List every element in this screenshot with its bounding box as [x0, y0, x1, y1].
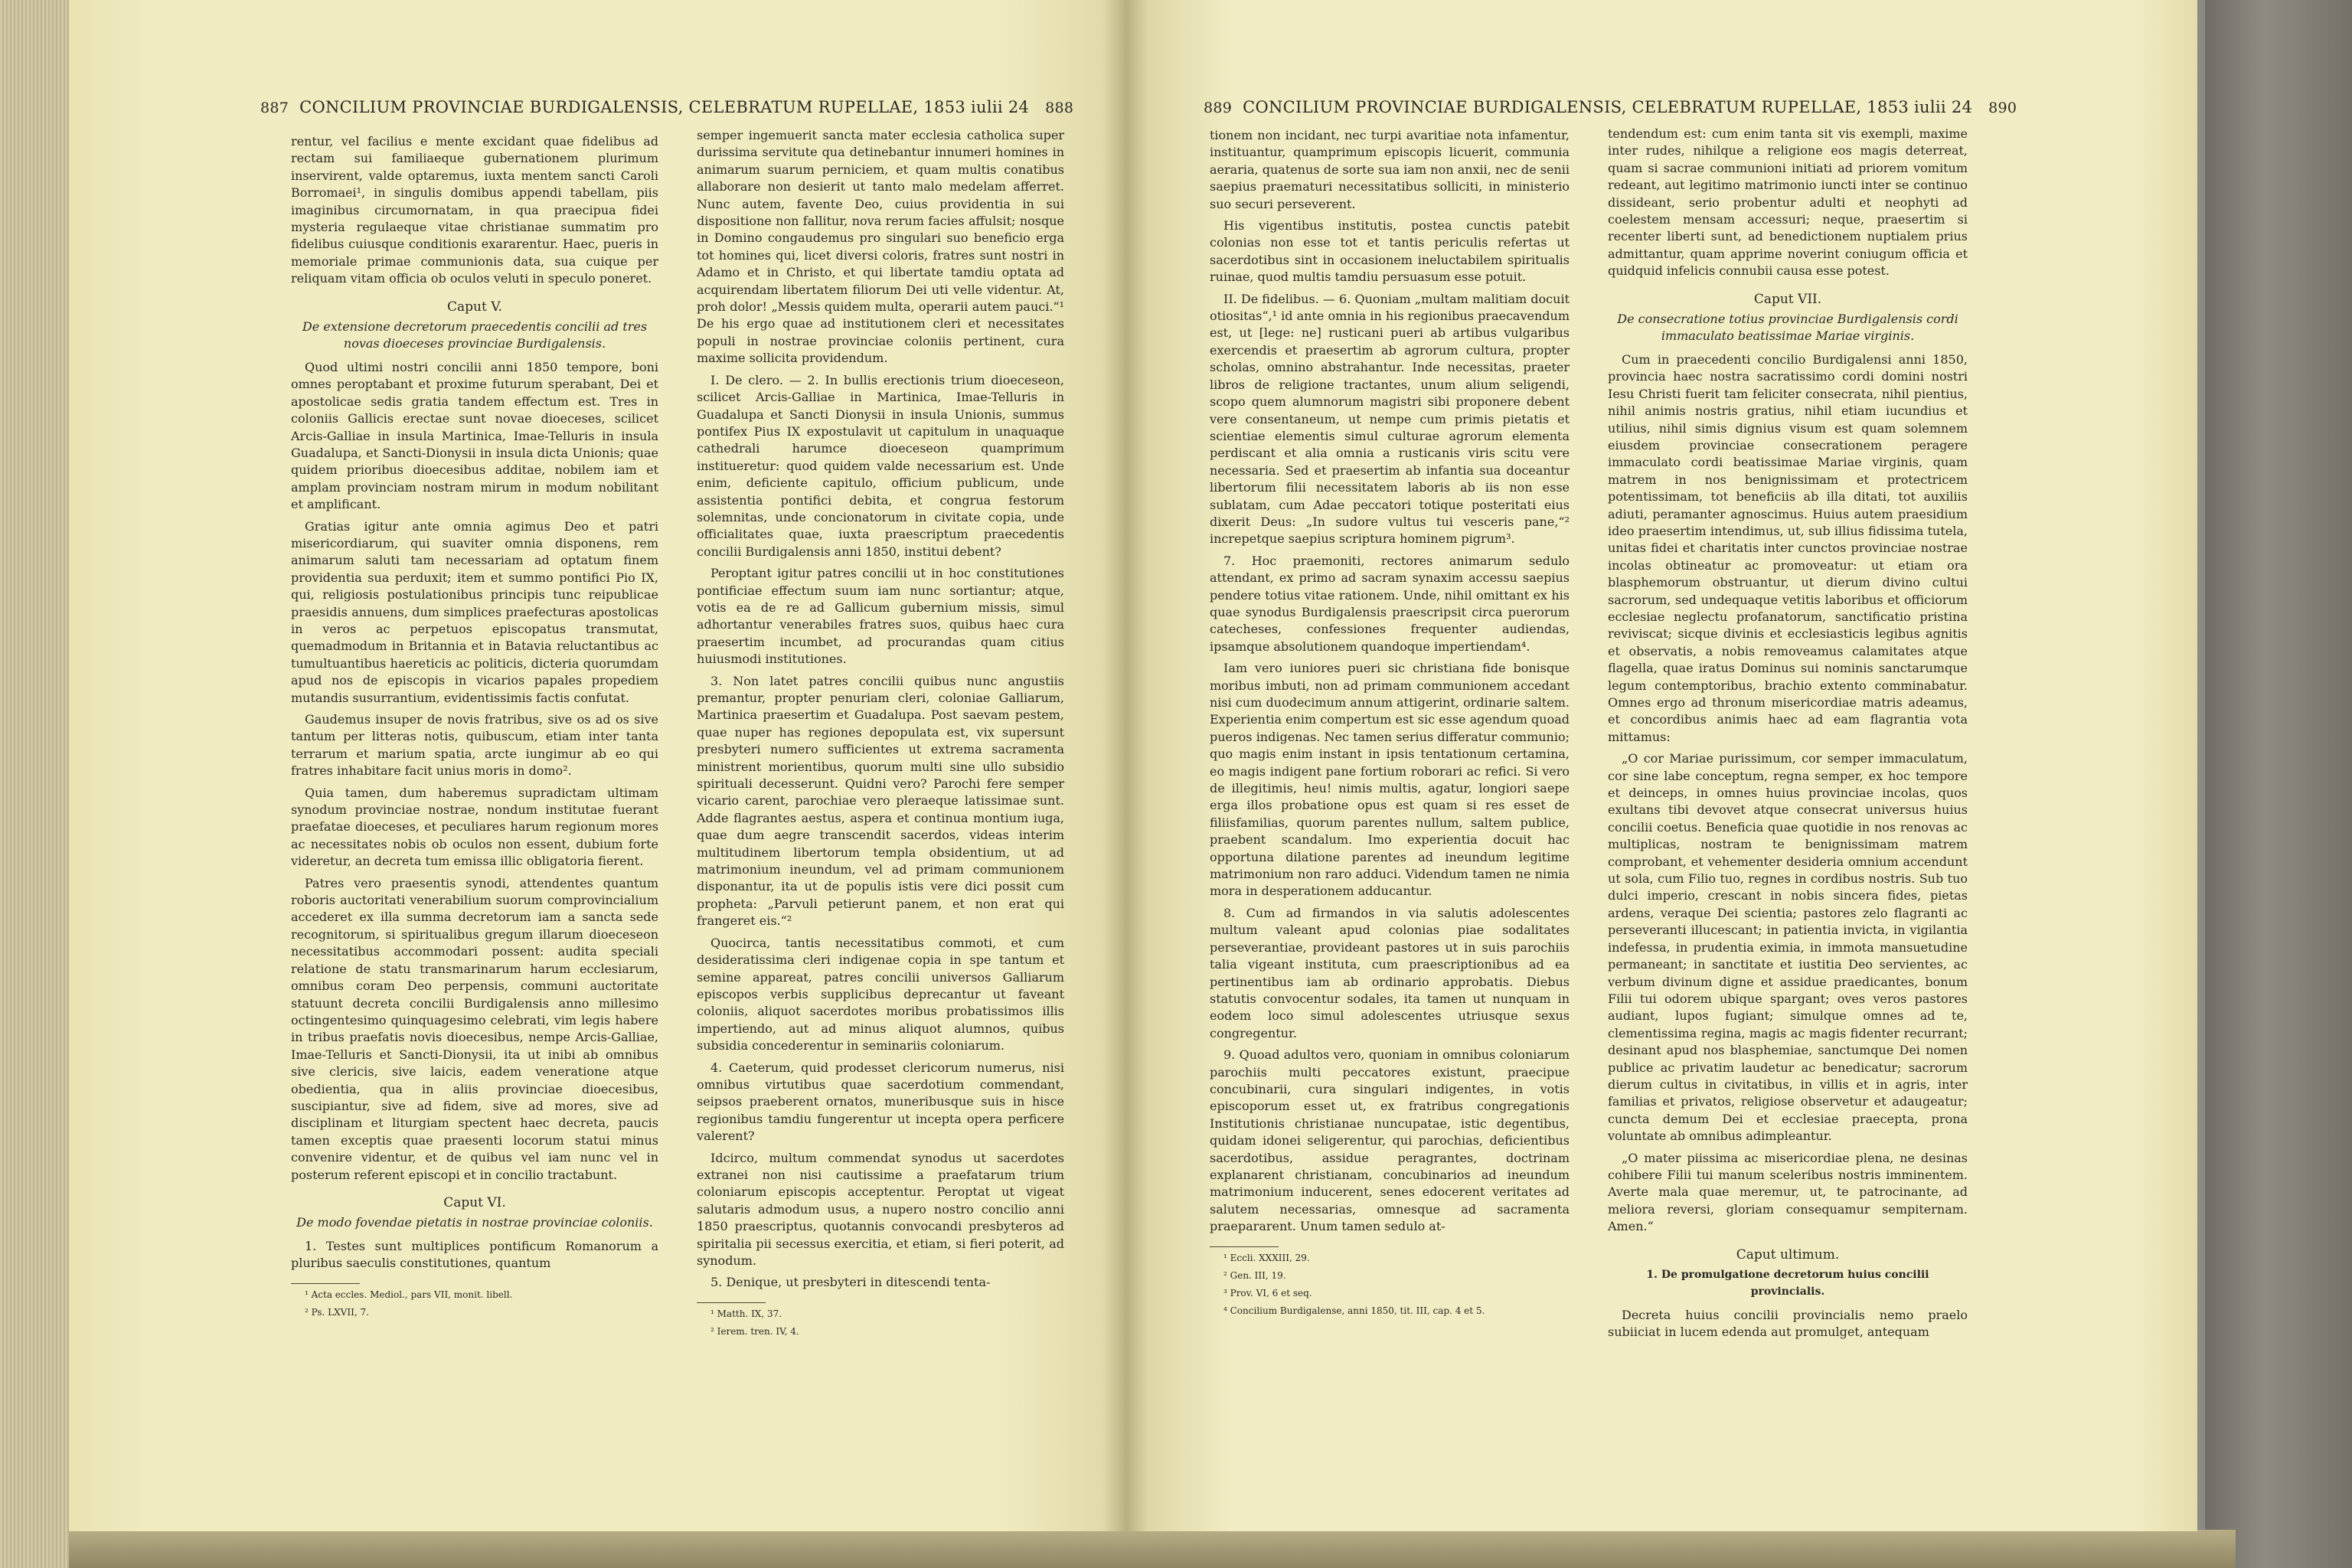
paragraph: 4. Caeterum, quid prodesset clericorum numerus, nisi omnibus virtutibus quae sacerdotium commendant, seipsos praeberent ornatos, muneribusque suis in hisce regionibus tamdiu fungerentur ut incepta opera perficere valerent?	[697, 1060, 1064, 1144]
footnote: ¹ Matth. IX, 37.	[710, 1308, 782, 1319]
right-column-b	[1608, 126, 1968, 1346]
right-page-number-b: 890	[1988, 100, 2017, 116]
footnote: ³ Prov. VI, 6 et seq.	[1223, 1287, 1312, 1298]
footnote: ⁴ Concilium Burdigalense, anni 1850, tit. III, cap. 4 et 5.	[1223, 1305, 1485, 1316]
caput-vii-title: Caput VII.	[1753, 291, 1822, 307]
right-column-a	[1210, 127, 1570, 1322]
book-bottom-edge	[69, 1530, 2236, 1568]
right-page	[1125, 0, 2197, 1531]
right-running-head	[1204, 98, 2017, 116]
left-page-number-a: 887	[260, 100, 289, 116]
paragraph: 5. Denique, ut presbyteri in ditescendi tenta-	[710, 1275, 991, 1290]
footnote: ¹ Acta eccles. Mediol., pars VII, monit. libell.	[305, 1289, 513, 1300]
caput-vi-subtitle: De modo fovendae pietatis in nostrae provinciae coloniis.	[296, 1215, 653, 1230]
footnote: ² Ps. LXVII, 7.	[305, 1306, 369, 1318]
left-column-b	[697, 127, 1064, 1343]
paragraph: 3. Non latet patres concilii quibus nunc angustiis premantur, propter penuriam cleri, coloniae Galliarum, Martinica praesertim et Guadalupa. Post saevam pestem, quae nuper has regiones depopulata est, vix supersunt presbyteri numero sufficientes ut extrema sacramenta ministrent morientibus, quorum multi sine ullo subsidio spirituali decesserunt. Quidni vero? Parochi fere semper vicario carent, parochiae vero pleraeque latissimae sunt. Adde flagrantes aestus, aspera et continua montium iuga, quae dum aegre transcendit sacerdos, videas interim multitudinem libertorum templa obsidentium, ut ad matrimonium ineundum, vel ad primam communionem disponantur, ita ut de populis istis vere dici possit cum propheta: „Parvuli petierunt panem, et non erat qui frangeret eis.“²	[697, 673, 1064, 929]
paragraph: Decreta huius concilii provincialis nemo praelo subiiciat in lucem edenda aut promulget, antequam	[1608, 1307, 1968, 1340]
paragraph: I. De clero. — 2. In bullis erectionis trium dioeceseon, scilicet Arcis-Galliae in Martinica, Imae-Telluris in Guadalupa et Sancti Dionysii in insula Unionis, summus pontifex Pius IX expostulavit ut capitulum in unaquaque cathedrali harumce dioeceseon quamprimum institueretur: quod quidem valde necessarium est. Unde enim, deficiente capitulo, officium publicum, unde assistentia pontifici debita, et congrua festorum solemnitas, unde concionatorum in civitate copia, unde officialitates quae, iuxta praescriptum praecedentis concilii Burdigalensis anni 1850, institui debent?	[697, 372, 1064, 559]
paragraph: Iam vero iuniores pueri sic christiana fide bonisque moribus imbuti, non ad primam communionem accedant nisi cum duodecimum annum attigerint, ordinarie saltem. Experientia enim compertum est sic esse agendum quoad pueros indigenas. Nec tamen serius differatur communio; quo magis enim instant in ipsis tentationum certamina, eo magis indigent pane fortium roborari ac refici. Si vero de illegitimis, heu! nimis multis, agatur, longiori saepe erga illos probatione opus est quam si res esset de filiisfamilias, quorum parentes nullum, saltem publice, praebent scandalum. Imo experientia docuit hac opportuna dilatione parentes ad ineundum legitime matrimonium non raro adduci. Videndum tamen ne nimia mora in desperationem adducantur.	[1210, 661, 1570, 899]
paragraph: 9. Quoad adultos vero, quoniam in omnibus coloniarum parochiis multi peccatores existunt, praecipue concubinarii, cura singulari indigentes, in votis episcoporum esset ut, ex fratribus congregationis Institutionis christianae nuncupatae, istic degentibus, quidam idonei seligerentur, qui parochias, deficientibus sacerdotibus, assidue peragrantes, doctrinam explanarent christianam, concubinarios ad ineundum matrimonium inducerent, senes edocerent veritates ad salutem necessarias, omnesque ad sacramenta praepararent. Unum tamen sedulo at-	[1210, 1047, 1570, 1234]
paragraph: „O cor Mariae purissimum, cor semper immaculatum, cor sine labe conceptum, regna semper, ex hoc tempore et deinceps, in omnes huius provinciae incolas, quos exultans tibi devovet atque consecrat universus huius concilii coetus. Beneficia quae quotidie in nos renovas ac multiplicas, nostram te benignissimam matrem comprobant, et vehementer desideria omnium accendunt ut sola, cum Filio tuo, regnes in cordibus nostris. Sub tuo dulci imperio, crescant in nobis sincera fides, pietas ardens, veraque Dei scientia; pastores zelo flagranti ac perseveranti illucescant; in patientia invicta, in vigilantia indefessa, in prudentia eximia, in immota mansuetudine permaneant; in sanctitate et iustitia Deo servientes, ac verbum divinum digne et assidue praedicantes, bonum Filii tui odorem ubique spargant; oves veros pastores audiant, lupos fugiant; simulque omnes ad te, clementissima regina, magis ac magis fidenter recurrant; desinant apud nos blasphemiae, sanctumque Dei nomen publice ac privatim laudetur ac benedicatur; sacrorum dierum cultus in civitatibus, in villis et in agris, inter familias et privatos, religiose observetur et adaugeatur; cuncta demum Dei et ecclesiae praecepta, prona voluntate ab omnibus adimpleantur.	[1608, 751, 1968, 1144]
footnote-rule	[1210, 1246, 1279, 1247]
book-gutter	[1102, 0, 1148, 1531]
left-page	[69, 0, 1125, 1531]
paragraph: Cum in praecedenti concilio Burdigalensi anni 1850, provincia haec nostra sacratissimo cordi domini nostri Iesu Christi fuerit tam feliciter consecrata, nihil pientius, nihil animis nostris gratius, nihil etiam iucundius et utilius, nihil simis dignius visum est quam solemnem eiusdem provinciae consecrationem peragere immaculato cordi beatissimae Mariae virginis, quam matrem in nos benignissimam et protectricem potentissimam, tot beneficiis ab illa ditati, tot auxiliis adiuti, peramanter agnoscimus. Huius autem praesidium ideo praesertim intendimus, ut, sub illius fidissima tutela, unitas fidei et charitatis inter cunctos provinciae nostrae incolas obtineatur ac promoveatur: ut etiam ora blasphemorum obstruantur, ut dierum divino cultui sacrorum, sed undequaque vetitis laboribus et officiorum ecclesiae neglectu profanatorum, sanctificatio pristina reviviscat; sicque divinis et ecclesiasticis legibus agnitis et observatis, a nobis removeamus calamitates atque flagella, quae iratus Dominus sui nominis sanctarumque legum contemptoribus, brachio extento comminabatur. Omnes ergo ad thronum misericordiae matris adeamus, et concordibus animis haec ad eam flagrantia vota mittamus:	[1608, 351, 1968, 744]
caput-ultimum-subtitle: 1. De promulgatione decretorum huius concilii provincialis.	[1646, 1269, 1929, 1298]
footnote-rule	[291, 1283, 360, 1284]
paragraph: semper ingemuerit sancta mater ecclesia catholica super durissima servitute qua detinebantur innumeri homines in animarum suarum perniciem, et quam multis conatibus allaborare non desierit ut tanto malo medelam afferret. Nunc autem, favente Deo, cuius providentia in sui dispositione non fallitur, nova rerum facies affulsit; nosque in Domino congaudemus pro singulari suo beneficio erga tot homines qui, licet diversi coloris, fratres sunt nostri in Adamo et in Christo, et qui libertate tamdiu optata ad acquirendam libertatem filiorum Dei uti velle videntur. At, proh dolor! „Messis quidem multa, operarii autem pauci.“¹ De his ergo quae ad institutionem cleri et necessitates populi in nostrae provinciae coloniis pertinent, cura maxime sollicita providendum.	[697, 128, 1064, 366]
left-running-title: CONCILIUM PROVINCIAE BURDIGALENSIS, CELEBRATUM RUPELLAE, 1853 iulii 24	[299, 98, 1030, 116]
paragraph: Gratias igitur ante omnia agimus Deo et patri misericordiarum, qui suaviter omnia disponens, rem animarum saluti tam necessariam ad optatum finem providentia sua perduxit; item et summo pontifici Pio IX, qui, religiosis postulationibus principis tunc reipublicae praesidis annuens, dum simplices praefecturas apostolicas in veros ac perpetuos episcopatus transmutat, quemadmodum in Britannia et in Batavia reluctantibus ac tumultuantibus haereticis ac politicis, dicteria quorumdam apud nos de episcopis in vicarios papales propediem mutandis susurrantium, evidentissimis factis confutat.	[291, 518, 658, 705]
paragraph: Idcirco, multum commendat synodus ut sacerdotes extranei non nisi cautissime a praefatarum trium coloniarum episcopis acceptentur. Peroptat ut vigeat salutaris admodum usus, a nupero nostro concilio anni 1850 praescriptus, quotannis convocandi presbyteros ad spiritalia pii secessus exercitia, et etiam, si fieri poterit, ad synodum.	[697, 1150, 1064, 1268]
paragraph: rentur, vel facilius e mente excidant quae fidelibus ad rectam sui familiaeque gubernationem plurimum inservirent, valde optaremus, iuxta mentem sancti Caroli Borromaei¹, in singulis domibus appendi tabellam, piis imaginibus circumornatam, in qua praecipua fidei mysteria regulaeque vitae christianae summatim pro fidelibus cuiusque conditionis exararentur. Haec, pueris in memoriale primae communionis data, sua cuique per reliquam vitam officia ob oculos veluti in speculo poneret.	[291, 134, 658, 286]
footnote: ² Gen. III, 19.	[1223, 1269, 1286, 1281]
caput-ultimum-title: Caput ultimum.	[1736, 1246, 1840, 1263]
paragraph: Patres vero praesentis synodi, attendentes quantum roboris auctoritati venerabilium suorum comprovincialium accederet ex illa summa decretorum iam a sancta sede recognitorum, si spiritualibus gregum illarum dioeceseon necessitatibus accommodari possent: audita speciali relatione de statu transmarinarum harum ecclesiarum, omnibus coram Deo perpensis, communi auctoritate statuunt decreta concilii Burdigalensis anno millesimo octingentesimo quinquagesimo celebrati, vim legis habere in tribus praefatis novis dioecesibus, nempe Arcis-Galliae, Imae-Telluris et Sancti-Dionysii, ita ut inibi ab omnibus sive clericis, sive laicis, eadem veneratione atque obedientia, qua in aliis provinciae dioecesibus, suscipiantur, sive ad fidem, sive ad mores, sive ad disciplinam et liturgiam spectent haec decreta, paucis tamen exceptis quae praesenti locorum statui minus convenire videntur, et de quibus vel iam nunc vel in posterum referent episcopi et in concilio tractabunt.	[291, 875, 658, 1182]
right-page-number-a: 889	[1204, 100, 1233, 116]
right-running-title: CONCILIUM PROVINCIAE BURDIGALENSIS, CELEBRATUM RUPELLAE, 1853 iulii 24	[1243, 98, 1973, 116]
paragraph: 7. Hoc praemoniti, rectores animarum sedulo attendant, ex primo ad sacram synaxim accessu saepius pendere totius vitae rationem. Unde, nihil omittant ex his quae synodus Burdigalensis praescripsit circa puerorum catecheses, confessiones frequenter audiendas, ipsamque absolutionem quandoque impertiendam⁴.	[1210, 553, 1570, 654]
paragraph: Gaudemus insuper de novis fratribus, sive os ad os sive tantum per litteras notis, quibuscum, etiam inter tanta terrarum et marium spatia, arcte iungimur ab eo qui fratres inhabitare facit unius moris in domo².	[291, 712, 658, 779]
footnote: ¹ Eccli. XXXIII, 29.	[1223, 1252, 1310, 1263]
footnote-rule	[697, 1302, 766, 1303]
left-column-a	[291, 133, 658, 1324]
paragraph: tionem non incidant, nec turpi avaritiae nota infamentur, instituantur, quamprimum episcopis licuerit, communia aeraria, quatenus de sorte sua iam non anxii, nec de senii saepius praematuri necessitatibus solliciti, in ministerio suo securi perseverent.	[1210, 128, 1570, 211]
paragraph: „O mater piissima ac misericordiae plena, ne desinas cohibere Filii tui manum sceleribus nostris imminentem. Averte mala quae meremur, ut, te patrocinante, ad meliora reversi, gloriam consequamur sempiternam. Amen.“	[1608, 1150, 1968, 1234]
paragraph: Peroptant igitur patres concilii ut in hoc constitutiones pontificiae effectum suum iam nunc sortiantur; atque, votis ea de re ad Gallicum gubernium missis, simul adhortantur venerabiles fratres suos, quibus haec cura praesertim incumbet, ad procurandas quam citius huiusmodi institutiones.	[697, 566, 1064, 667]
caput-vi-title: Caput VI.	[443, 1194, 506, 1210]
paragraph: II. De fidelibus. — 6. Quoniam „multam malitiam docuit otiositas“,¹ id ante omnia in his regionibus praecavendum est, ut [lege: ne] rusticani pueri ab artibus vulgaribus exercendis et praesertim ab agrorum cultura, propter scholas, omnino abstrahantur. Inde necessitas, praeter libros de religione tractantes, unum alium seligendi, scopo quem alumnorum magistri sibi proponere debent vere consentaneum, ut nempe cum primis pietatis et scientiae elementis simul culturae agrorum elementa perdiscant et alia omnia a rusticanis viris scitu vere necessaria. Sed et praesertim ab infantia sua doceantur libertorum filii necessitatem laboris ab iis non esse sublatam, cum Adae peccatori totique posteritati eius dixerit Deus: „In sudore vultus tui vesceris pane,“² increpetque saepius scriptura hominem pigrum³.	[1210, 291, 1570, 547]
paragraph: tendendum est: cum enim tanta sit vis exempli, maxime inter rudes, nihilque a religione eos magis deterreat, quam si sacrae communioni initiati ad priorem vomitum redeant, aut legitimo matrimonio iuncti inter se continuo dissideant, serio probentur adulti et neophyti ad coelestem mensam accessuri; neque, praesertim si recenter liberti sunt, ad benedictionem nuptialem prius admittantur, quam apprime noverint coniugum officia et quidquid infelicis connubii causa esse potest.	[1608, 126, 1968, 279]
left-running-head	[260, 98, 1073, 116]
caput-v-subtitle: De extensione decretorum praecedentis concilii ad tres novas dioeceses provinciae Burdigalensis.	[302, 319, 648, 351]
paragraph: 8. Cum ad firmandos in via salutis adolescentes multum valeant apud colonias piae sodalitates perseverantiae, provideant pastores ut in suis parochiis talia vigeant instituta, cum praescriptionibus ad ea pertinentibus iam ab ordinario approbatis. Diebus statutis convocentur sodales, ita tamen ut nunquam in eodem loco simul adolescentes utriusque sexus congregentur.	[1210, 905, 1570, 1040]
paragraph: His vigentibus institutis, postea cunctis patebit colonias non esse tot et tantis periculis refertas ut sacerdotibus sint in occasionem ineluctabilem spiritualis ruinae, quod multis tamdiu persuasum esse potuit.	[1210, 218, 1570, 285]
table-background	[2205, 0, 2352, 1568]
paragraph: Quod ultimi nostri concilii anni 1850 tempore, boni omnes peroptabant et proxime futurum sperabant, Dei et apostolicae sedis gratia tandem effectum est. Tres in coloniis Gallicis erectae sunt novae dioeceses, scilicet Arcis-Galliae in insula Martinica, Imae-Telluris in insula Guadalupa, et Sancti-Dionysii in insula dicta Unionis; quae quidem prioribus dioecesibus additae, nobilem iam et amplam provinciam nostram mirum in modum nobilitant et amplificant.	[291, 359, 658, 512]
caput-vii-subtitle: De consecratione totius provinciae Burdigalensis cordi immaculato beatissimae Mariae virginis.	[1617, 312, 1958, 344]
book-page-edges	[0, 0, 69, 1568]
footnote: ² Ierem. tren. IV, 4.	[710, 1325, 799, 1337]
paragraph: Quia tamen, dum haberemus supradictam ultimam synodum provinciae nostrae, nondum institutae fuerant praefatae dioeceses, et peculiares harum regionum mores ac necessitates nobis ob oculos non essent, dubium forte videretur, an decreta tum emissa illic obligatoria fierent.	[291, 785, 658, 869]
paragraph: 1. Testes sunt multiplices pontificum Romanorum a pluribus saeculis constitutiones, quantum	[291, 1238, 658, 1271]
caput-v-title: Caput V.	[447, 299, 502, 315]
paragraph: Quocirca, tantis necessitatibus commoti, et cum desideratissima cleri indigenae copia in spe tantum et semine appareat, patres concilii universos Galliarum episcopos verbis supplicibus deprecantur ut faveant coloniis, aliquot sacerdotes moribus probatissimos illis impertiendo, aut ad minus aliquot alumnos, quibus subsidia concederentur in seminariis coloniarum.	[697, 935, 1064, 1054]
left-page-number-b: 888	[1045, 100, 1074, 116]
